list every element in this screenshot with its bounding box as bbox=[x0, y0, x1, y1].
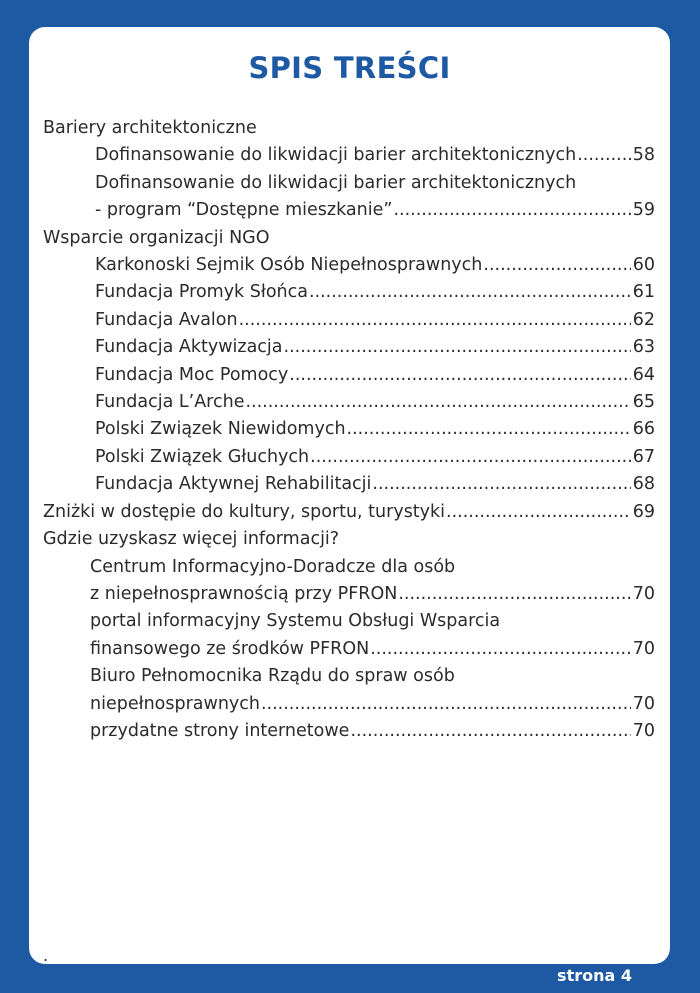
dot-leader bbox=[372, 471, 630, 498]
toc-entry[interactable] bbox=[43, 362, 655, 389]
toc-label: niepełnosprawnych bbox=[90, 693, 260, 714]
toc-entry[interactable] bbox=[43, 142, 655, 169]
toc-label: Dofinansowanie do likwidacji barier architektonicznych bbox=[95, 172, 577, 193]
dot-leader bbox=[347, 416, 631, 443]
toc-page-number: 61 bbox=[632, 282, 655, 303]
toc-label: Fundacja Promyk Słońca bbox=[95, 282, 308, 303]
dot-leader bbox=[370, 636, 631, 663]
toc-label: Wsparcie organizacji NGO bbox=[43, 227, 270, 248]
dot-leader bbox=[393, 197, 630, 224]
toc-page-number: 59 bbox=[632, 200, 655, 221]
dot-leader bbox=[398, 581, 630, 608]
dot-leader bbox=[577, 142, 631, 169]
toc-heading[interactable] bbox=[43, 526, 655, 553]
dot-leader bbox=[261, 691, 631, 718]
toc-page-number: 69 bbox=[632, 501, 655, 522]
toc-label: Zniżki w dostępie do kultury, sportu, turystyki bbox=[43, 501, 446, 522]
toc-page-number: 67 bbox=[632, 446, 655, 467]
toc-entry[interactable] bbox=[43, 279, 655, 306]
toc-entry[interactable] bbox=[43, 471, 655, 498]
toc-label: Centrum Informacyjno-Doradcze dla osób bbox=[90, 556, 456, 577]
toc-entry[interactable] bbox=[43, 718, 655, 745]
toc-label: Biuro Pełnomocnika Rządu do spraw osób bbox=[90, 666, 455, 687]
toc-entry-line[interactable] bbox=[43, 170, 655, 197]
toc-label: Gdzie uzyskasz więcej informacji? bbox=[43, 529, 340, 550]
bottom-mark: . bbox=[43, 946, 49, 965]
toc-page-number: 58 bbox=[632, 145, 655, 166]
toc-label: Dofinansowanie do likwidacji barier architektonicznych bbox=[95, 145, 577, 166]
toc-entry[interactable] bbox=[43, 197, 655, 224]
toc-page-number: 62 bbox=[632, 309, 655, 330]
toc-entry-line[interactable] bbox=[43, 554, 655, 581]
dot-leader bbox=[483, 252, 630, 279]
toc-entry-line[interactable] bbox=[43, 608, 655, 635]
dot-leader bbox=[446, 499, 631, 526]
toc-label: Polski Związek Głuchych bbox=[95, 446, 310, 467]
toc-page-number: 60 bbox=[632, 255, 655, 276]
dot-leader bbox=[245, 389, 630, 416]
toc-entry-line[interactable] bbox=[43, 663, 655, 690]
toc-entry[interactable] bbox=[43, 334, 655, 361]
toc-page-number: 65 bbox=[632, 392, 655, 413]
toc-entry[interactable] bbox=[43, 389, 655, 416]
toc-label: Fundacja Avalon bbox=[95, 309, 238, 330]
toc-label: Polski Związek Niewidomych bbox=[95, 419, 346, 440]
toc-page-number: 64 bbox=[632, 364, 655, 385]
toc-entry[interactable] bbox=[43, 691, 655, 718]
table-of-contents bbox=[43, 115, 655, 745]
toc-label: portal informacyjny Systemu Obsługi Wsparcia bbox=[90, 611, 501, 632]
toc-entry[interactable] bbox=[43, 499, 655, 526]
dot-leader bbox=[289, 362, 630, 389]
dot-leader bbox=[284, 334, 631, 361]
toc-page-number: 70 bbox=[632, 583, 655, 604]
toc-page-number: 70 bbox=[632, 720, 655, 741]
toc-page-number: 68 bbox=[632, 474, 655, 495]
toc-label: finansowego ze środków PFRON bbox=[90, 638, 370, 659]
dot-leader bbox=[310, 444, 631, 471]
dot-leader bbox=[239, 307, 631, 334]
page-number-footer: strona 4 bbox=[557, 966, 632, 985]
toc-page-number: 70 bbox=[632, 693, 655, 714]
toc-page-number: 66 bbox=[632, 419, 655, 440]
toc-entry[interactable] bbox=[43, 444, 655, 471]
toc-entry[interactable] bbox=[43, 416, 655, 443]
toc-entry[interactable] bbox=[43, 252, 655, 279]
toc-label: Bariery architektoniczne bbox=[43, 118, 257, 138]
toc-entry[interactable] bbox=[43, 636, 655, 663]
toc-label: przydatne strony internetowe bbox=[90, 720, 350, 741]
toc-label: Fundacja Moc Pomocy bbox=[95, 364, 289, 385]
toc-label: z niepełnosprawnością przy PFRON bbox=[90, 583, 398, 604]
toc-entry[interactable] bbox=[43, 307, 655, 334]
page-title: SPIS TREŚCI bbox=[248, 51, 451, 85]
dot-leader bbox=[350, 718, 630, 745]
toc-page-number: 70 bbox=[632, 638, 655, 659]
toc-label: Fundacja Aktywnej Rehabilitacji bbox=[95, 474, 372, 495]
toc-entry[interactable] bbox=[43, 581, 655, 608]
toc-label: - program “Dostępne mieszkanie” bbox=[95, 200, 393, 221]
toc-label: Fundacja Aktywizacja bbox=[95, 337, 283, 358]
toc-heading[interactable] bbox=[43, 115, 655, 142]
toc-label: Fundacja L’Arche bbox=[95, 392, 245, 413]
toc-page-number: 63 bbox=[632, 337, 655, 358]
toc-label: Karkonoski Sejmik Osób Niepełnosprawnych bbox=[95, 255, 483, 276]
document-page bbox=[29, 27, 670, 964]
dot-leader bbox=[309, 279, 631, 306]
toc-heading[interactable] bbox=[43, 225, 655, 252]
